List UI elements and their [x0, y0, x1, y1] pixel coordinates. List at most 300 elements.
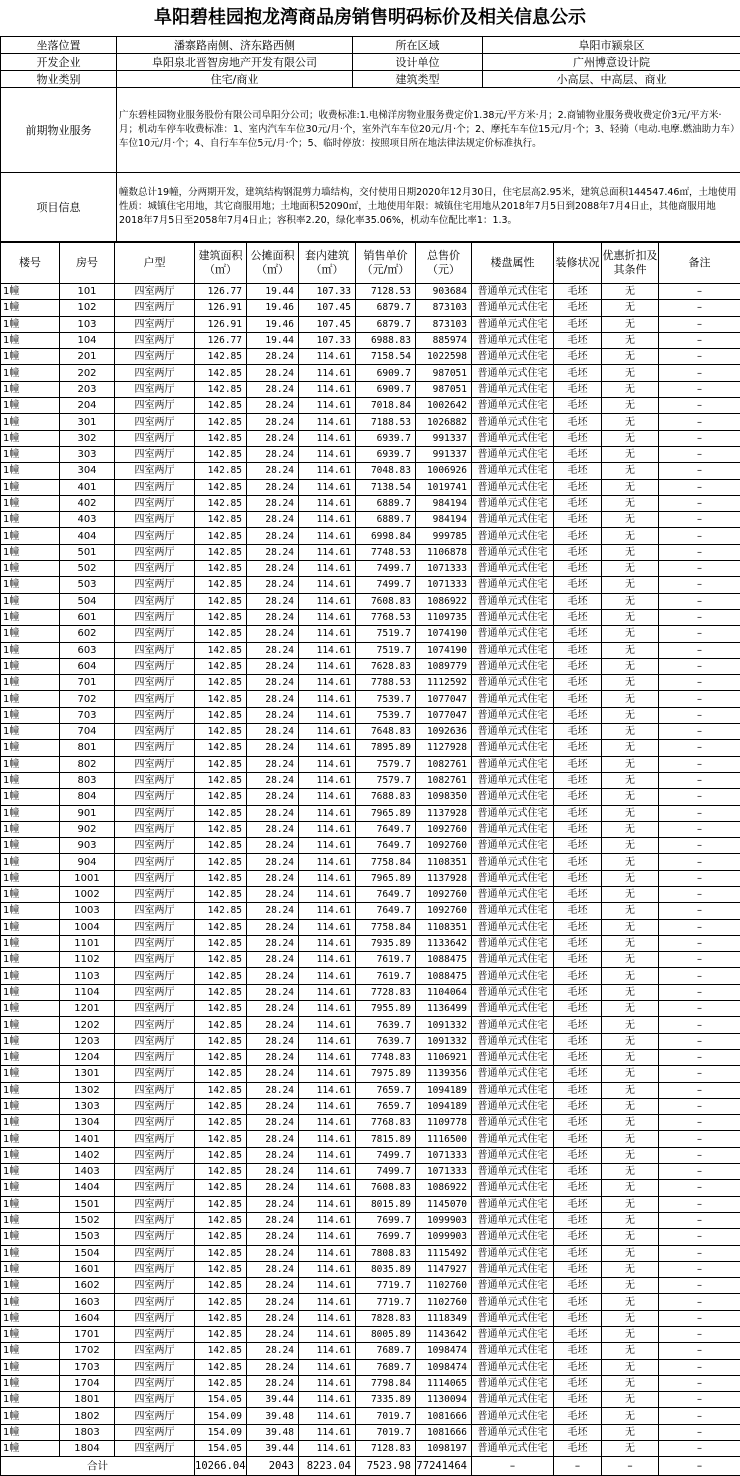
cell-remark: – [659, 1098, 740, 1114]
cell-shared-area: 28.24 [247, 1245, 299, 1261]
cell-net-area: 114.61 [299, 707, 356, 723]
cell-room: 1803 [60, 1424, 115, 1440]
cell-room: 801 [60, 740, 115, 756]
cell-layout: 四室两厅 [115, 446, 195, 462]
cell-property-attr: 普通单元式住宅 [472, 1066, 554, 1082]
cell-gross-area: 142.85 [195, 446, 247, 462]
cell-property-attr: 普通单元式住宅 [472, 316, 554, 332]
cell-discount: 无 [602, 691, 659, 707]
cell-property-attr: 普通单元式住宅 [472, 1049, 554, 1065]
cell-total-price: 1094189 [416, 1082, 472, 1098]
cell-decoration: 毛坯 [554, 512, 602, 528]
cell-layout: 四室两厅 [115, 544, 195, 560]
cell-property-attr: 普通单元式住宅 [472, 984, 554, 1000]
cell-remark: – [659, 952, 740, 968]
cell-net-area: 114.61 [299, 1066, 356, 1082]
cell-decoration: 毛坯 [554, 300, 602, 316]
cell-remark: – [659, 1115, 740, 1131]
cell-gross-area: 142.85 [195, 1245, 247, 1261]
cell-layout: 四室两厅 [115, 1131, 195, 1147]
project-value: 幢数总计19幢，分两期开发，建筑结构钢混剪力墙结构，交付使用日期2020年12月30日，住宅层高2.95米，建筑总面积144547.46㎡，土地使用性质：城镇住宅用地，其它商服用地；土地面积52090㎡，土地使用年限：城镇住宅用地从2018年7月5日到2088年7月4日止，其他商服用地2018年7月5日至2058年7月4日止；容积率2.20，绿化率35.06%，机动车位配比率1：1.3。 [117, 173, 740, 242]
cell-decoration: 毛坯 [554, 1147, 602, 1163]
cell-property-attr: 普通单元式住宅 [472, 593, 554, 609]
cell-room: 1403 [60, 1164, 115, 1180]
cell-shared-area: 28.24 [247, 821, 299, 837]
cell-decoration: 毛坯 [554, 1017, 602, 1033]
cell-shared-area: 28.24 [247, 1180, 299, 1196]
cell-decoration: 毛坯 [554, 1375, 602, 1391]
cell-property-attr: 普通单元式住宅 [472, 1392, 554, 1408]
cell-property-attr: 普通单元式住宅 [472, 609, 554, 625]
cell-property-attr: 普通单元式住宅 [472, 1229, 554, 1245]
cell-shared-area: 28.24 [247, 984, 299, 1000]
cell-decoration: 毛坯 [554, 691, 602, 707]
table-row [1, 1131, 740, 1147]
cell-property-attr: 普通单元式住宅 [472, 1359, 554, 1375]
cell-discount: 无 [602, 789, 659, 805]
cell-property-attr: 普通单元式住宅 [472, 886, 554, 902]
cell-total-price: 1088475 [416, 952, 472, 968]
cell-discount: 无 [602, 935, 659, 951]
cell-shared-area: 19.44 [247, 332, 299, 348]
cell-property-attr: 普通单元式住宅 [472, 919, 554, 935]
cell-unit-price: 7579.7 [356, 756, 416, 772]
cell-property-attr: 普通单元式住宅 [472, 1294, 554, 1310]
table-row [1, 495, 740, 511]
table-row [1, 724, 740, 740]
cell-room: 1104 [60, 984, 115, 1000]
cell-discount: 无 [602, 1327, 659, 1343]
cell-building: 1幢 [1, 984, 60, 1000]
cell-building: 1幢 [1, 1441, 60, 1457]
cell-total-price: 1102760 [416, 1294, 472, 1310]
cell-room: 1303 [60, 1098, 115, 1114]
cell-layout: 四室两厅 [115, 821, 195, 837]
table-row [1, 300, 740, 316]
cell-shared-area: 28.24 [247, 1033, 299, 1049]
column-header-gross-area: 建筑面积（㎡） [195, 243, 247, 284]
column-header-property-attr: 楼盘属性 [472, 243, 554, 284]
cell-property-attr: 普通单元式住宅 [472, 642, 554, 658]
cell-net-area: 114.61 [299, 642, 356, 658]
cell-net-area: 114.61 [299, 870, 356, 886]
cell-gross-area: 142.85 [195, 1327, 247, 1343]
cell-discount: 无 [602, 1147, 659, 1163]
cell-discount: 无 [602, 512, 659, 528]
cell-total-price: 1026882 [416, 414, 472, 430]
cell-shared-area: 28.24 [247, 479, 299, 495]
cell-discount: 无 [602, 414, 659, 430]
cell-shared-area: 19.46 [247, 300, 299, 316]
cell-unit-price: 7689.7 [356, 1359, 416, 1375]
cell-remark: – [659, 1066, 740, 1082]
table-row [1, 381, 740, 397]
project-info-table [0, 36, 740, 242]
cell-layout: 四室两厅 [115, 789, 195, 805]
table-row [1, 284, 740, 300]
cell-room: 1804 [60, 1441, 115, 1457]
cell-unit-price: 7628.83 [356, 658, 416, 674]
cell-layout: 四室两厅 [115, 740, 195, 756]
property-type-value: 住宅/商业 [117, 71, 353, 88]
developer-value: 阜阳泉北晋智房地产开发有限公司 [117, 54, 353, 71]
cell-property-attr: 普通单元式住宅 [472, 479, 554, 495]
cell-total-price: 1091332 [416, 1033, 472, 1049]
cell-shared-area: 28.24 [247, 838, 299, 854]
cell-discount: 无 [602, 1375, 659, 1391]
cell-property-attr: 普通单元式住宅 [472, 463, 554, 479]
table-row [1, 658, 740, 674]
table-row [1, 479, 740, 495]
cell-property-attr: 普通单元式住宅 [472, 838, 554, 854]
cell-unit-price: 6998.84 [356, 528, 416, 544]
cell-net-area: 114.61 [299, 935, 356, 951]
cell-building: 1幢 [1, 1147, 60, 1163]
cell-property-attr: 普通单元式住宅 [472, 512, 554, 528]
cell-unit-price: 7788.53 [356, 675, 416, 691]
cell-total-price: 1099903 [416, 1229, 472, 1245]
cell-shared-area: 28.24 [247, 854, 299, 870]
cell-gross-area: 142.85 [195, 691, 247, 707]
cell-gross-area: 154.05 [195, 1441, 247, 1457]
cell-unit-price: 7499.7 [356, 577, 416, 593]
cell-total-price: 1145070 [416, 1196, 472, 1212]
cell-layout: 四室两厅 [115, 675, 195, 691]
cell-room: 1503 [60, 1229, 115, 1245]
cell-net-area: 114.61 [299, 1278, 356, 1294]
cell-decoration: 毛坯 [554, 1294, 602, 1310]
cell-shared-area: 28.24 [247, 430, 299, 446]
cell-shared-area: 28.24 [247, 691, 299, 707]
table-row [1, 870, 740, 886]
table-row [1, 968, 740, 984]
cell-decoration: 毛坯 [554, 561, 602, 577]
cell-remark: – [659, 1164, 740, 1180]
table-row [1, 984, 740, 1000]
cell-room: 504 [60, 593, 115, 609]
cell-discount: 无 [602, 1082, 659, 1098]
cell-property-attr: 普通单元式住宅 [472, 821, 554, 837]
cell-unit-price: 7728.83 [356, 984, 416, 1000]
cell-total-price: 873103 [416, 316, 472, 332]
property-type-label: 物业类别 [1, 71, 117, 88]
cell-discount: 无 [602, 495, 659, 511]
cell-discount: 无 [602, 1131, 659, 1147]
cell-total-price: 1114065 [416, 1375, 472, 1391]
cell-layout: 四室两厅 [115, 349, 195, 365]
cell-unit-price: 6988.83 [356, 332, 416, 348]
cell-property-attr: 普通单元式住宅 [472, 561, 554, 577]
total-gross-area: 10266.04 [195, 1457, 247, 1476]
cell-discount: 无 [602, 300, 659, 316]
table-row [1, 1278, 740, 1294]
cell-decoration: 毛坯 [554, 430, 602, 446]
cell-shared-area: 28.24 [247, 1001, 299, 1017]
cell-remark: – [659, 838, 740, 854]
cell-remark: – [659, 332, 740, 348]
cell-room: 1301 [60, 1066, 115, 1082]
cell-property-attr: 普通单元式住宅 [472, 854, 554, 870]
cell-room: 502 [60, 561, 115, 577]
cell-gross-area: 142.85 [195, 398, 247, 414]
cell-total-price: 1137928 [416, 870, 472, 886]
cell-total-price: 1147927 [416, 1261, 472, 1277]
cell-discount: 无 [602, 332, 659, 348]
cell-building: 1幢 [1, 316, 60, 332]
cell-shared-area: 28.24 [247, 495, 299, 511]
cell-net-area: 114.61 [299, 365, 356, 381]
cell-unit-price: 7768.83 [356, 1115, 416, 1131]
cell-layout: 四室两厅 [115, 1278, 195, 1294]
cell-building: 1幢 [1, 642, 60, 658]
cell-decoration: 毛坯 [554, 821, 602, 837]
cell-total-price: 1081666 [416, 1424, 472, 1440]
cell-unit-price: 7689.7 [356, 1343, 416, 1359]
cell-building: 1幢 [1, 512, 60, 528]
cell-shared-area: 28.24 [247, 1115, 299, 1131]
cell-total-price: 1092636 [416, 724, 472, 740]
cell-net-area: 114.61 [299, 903, 356, 919]
cell-gross-area: 142.85 [195, 1066, 247, 1082]
cell-total-price: 1077047 [416, 707, 472, 723]
cell-room: 501 [60, 544, 115, 560]
cell-remark: – [659, 577, 740, 593]
cell-shared-area: 28.24 [247, 1310, 299, 1326]
service-label: 前期物业服务 [1, 88, 117, 173]
cell-building: 1幢 [1, 1278, 60, 1294]
cell-decoration: 毛坯 [554, 642, 602, 658]
cell-building: 1幢 [1, 724, 60, 740]
price-table [0, 242, 740, 1476]
cell-shared-area: 28.24 [247, 1049, 299, 1065]
cell-room: 402 [60, 495, 115, 511]
cell-decoration: 毛坯 [554, 1049, 602, 1065]
cell-discount: 无 [602, 1164, 659, 1180]
table-row [1, 1441, 740, 1457]
cell-layout: 四室两厅 [115, 707, 195, 723]
cell-building: 1幢 [1, 772, 60, 788]
cell-decoration: 毛坯 [554, 919, 602, 935]
cell-gross-area: 142.85 [195, 1147, 247, 1163]
table-row [1, 952, 740, 968]
cell-total-price: 1092760 [416, 821, 472, 837]
cell-unit-price: 7758.84 [356, 854, 416, 870]
cell-shared-area: 28.24 [247, 1098, 299, 1114]
cell-building: 1幢 [1, 544, 60, 560]
cell-net-area: 114.61 [299, 1180, 356, 1196]
cell-shared-area: 28.24 [247, 707, 299, 723]
cell-discount: 无 [602, 430, 659, 446]
table-row [1, 430, 740, 446]
cell-discount: 无 [602, 740, 659, 756]
cell-property-attr: 普通单元式住宅 [472, 626, 554, 642]
cell-building: 1幢 [1, 1310, 60, 1326]
cell-room: 503 [60, 577, 115, 593]
cell-layout: 四室两厅 [115, 1310, 195, 1326]
cell-gross-area: 142.85 [195, 577, 247, 593]
cell-gross-area: 142.85 [195, 935, 247, 951]
cell-remark: – [659, 1001, 740, 1017]
cell-discount: 无 [602, 984, 659, 1000]
cell-remark: – [659, 1392, 740, 1408]
cell-total-price: 1108351 [416, 854, 472, 870]
cell-gross-area: 142.85 [195, 1343, 247, 1359]
cell-discount: 无 [602, 772, 659, 788]
cell-remark: – [659, 1147, 740, 1163]
cell-unit-price: 7519.7 [356, 642, 416, 658]
cell-layout: 四室两厅 [115, 1115, 195, 1131]
cell-remark: – [659, 870, 740, 886]
cell-room: 1001 [60, 870, 115, 886]
cell-net-area: 114.61 [299, 1424, 356, 1440]
cell-shared-area: 28.24 [247, 365, 299, 381]
cell-discount: 无 [602, 284, 659, 300]
cell-room: 1003 [60, 903, 115, 919]
table-row [1, 626, 740, 642]
cell-building: 1幢 [1, 1294, 60, 1310]
cell-discount: 无 [602, 349, 659, 365]
cell-discount: 无 [602, 886, 659, 902]
cell-layout: 四室两厅 [115, 1196, 195, 1212]
cell-building: 1幢 [1, 886, 60, 902]
cell-total-price: 1112592 [416, 675, 472, 691]
cell-gross-area: 142.85 [195, 952, 247, 968]
cell-unit-price: 6889.7 [356, 495, 416, 511]
cell-unit-price: 7649.7 [356, 821, 416, 837]
cell-shared-area: 28.24 [247, 398, 299, 414]
cell-discount: 无 [602, 593, 659, 609]
cell-unit-price: 7539.7 [356, 691, 416, 707]
cell-net-area: 114.61 [299, 1408, 356, 1424]
cell-unit-price: 7719.7 [356, 1294, 416, 1310]
cell-remark: – [659, 1359, 740, 1375]
service-value: 广东碧桂园物业服务股份有限公司阜阳分公司；收费标准:1.电梯洋房物业服务费定价1.38元/平方米·月；2.商铺物业服务费收费定价3元/平方米·月；机动车停车收费标准：1、室内汽车车位30元/月·个，室外汽车车位20元/月·个；2、摩托车车位15元/月·个；3、轻骑（电动.电摩.燃油助力车）车位10元/月·个；4、自行车车位5元/月·个；5、临时停放：按照项目所在地法律法规定价标准执行。 [117, 88, 740, 173]
table-row [1, 1098, 740, 1114]
cell-layout: 四室两厅 [115, 952, 195, 968]
cell-net-area: 114.61 [299, 446, 356, 462]
cell-remark: – [659, 1033, 740, 1049]
cell-gross-area: 142.85 [195, 838, 247, 854]
cell-unit-price: 7188.53 [356, 414, 416, 430]
cell-net-area: 114.61 [299, 1261, 356, 1277]
cell-layout: 四室两厅 [115, 886, 195, 902]
cell-net-area: 114.61 [299, 1082, 356, 1098]
cell-layout: 四室两厅 [115, 1229, 195, 1245]
cell-property-attr: 普通单元式住宅 [472, 1115, 554, 1131]
cell-decoration: 毛坯 [554, 935, 602, 951]
cell-room: 1501 [60, 1196, 115, 1212]
cell-building: 1幢 [1, 1392, 60, 1408]
cell-net-area: 114.61 [299, 1343, 356, 1359]
cell-property-attr: 普通单元式住宅 [472, 495, 554, 511]
cell-property-attr: 普通单元式住宅 [472, 675, 554, 691]
cell-building: 1幢 [1, 300, 60, 316]
cell-remark: – [659, 968, 740, 984]
cell-discount: 无 [602, 544, 659, 560]
cell-building: 1幢 [1, 1180, 60, 1196]
designer-label: 设计单位 [353, 54, 483, 71]
cell-remark: – [659, 886, 740, 902]
cell-unit-price: 7808.83 [356, 1245, 416, 1261]
table-row [1, 1310, 740, 1326]
cell-room: 604 [60, 658, 115, 674]
cell-unit-price: 7019.7 [356, 1424, 416, 1440]
cell-unit-price: 7499.7 [356, 1147, 416, 1163]
cell-decoration: 毛坯 [554, 1196, 602, 1212]
cell-remark: – [659, 479, 740, 495]
cell-total-price: 1127928 [416, 740, 472, 756]
cell-total-price: 885974 [416, 332, 472, 348]
cell-layout: 四室两厅 [115, 495, 195, 511]
cell-net-area: 114.61 [299, 1196, 356, 1212]
cell-discount: 无 [602, 577, 659, 593]
cell-decoration: 毛坯 [554, 724, 602, 740]
total-property-attr: – [472, 1457, 554, 1476]
cell-total-price: 1109735 [416, 609, 472, 625]
column-header-net-area: 套内建筑（㎡） [299, 243, 356, 284]
table-row [1, 691, 740, 707]
cell-layout: 四室两厅 [115, 300, 195, 316]
cell-remark: – [659, 544, 740, 560]
cell-unit-price: 7895.89 [356, 740, 416, 756]
cell-net-area: 114.61 [299, 1392, 356, 1408]
cell-total-price: 1130094 [416, 1392, 472, 1408]
cell-decoration: 毛坯 [554, 756, 602, 772]
cell-discount: 无 [602, 870, 659, 886]
info-row-project [1, 173, 740, 242]
cell-building: 1幢 [1, 1033, 60, 1049]
table-row [1, 935, 740, 951]
cell-net-area: 114.61 [299, 512, 356, 528]
cell-shared-area: 28.24 [247, 1212, 299, 1228]
cell-remark: – [659, 1082, 740, 1098]
column-header-shared-area: 公摊面积（㎡） [247, 243, 299, 284]
cell-remark: – [659, 805, 740, 821]
cell-total-price: 1094189 [416, 1098, 472, 1114]
cell-gross-area: 142.85 [195, 1033, 247, 1049]
cell-layout: 四室两厅 [115, 1261, 195, 1277]
cell-property-attr: 普通单元式住宅 [472, 691, 554, 707]
cell-remark: – [659, 658, 740, 674]
cell-property-attr: 普通单元式住宅 [472, 398, 554, 414]
cell-building: 1幢 [1, 740, 60, 756]
cell-shared-area: 39.48 [247, 1408, 299, 1424]
cell-room: 601 [60, 609, 115, 625]
cell-room: 1002 [60, 886, 115, 902]
cell-room: 1604 [60, 1310, 115, 1326]
cell-property-attr: 普通单元式住宅 [472, 952, 554, 968]
cell-layout: 四室两厅 [115, 398, 195, 414]
cell-shared-area: 28.24 [247, 952, 299, 968]
cell-decoration: 毛坯 [554, 1327, 602, 1343]
cell-building: 1幢 [1, 365, 60, 381]
cell-shared-area: 28.24 [247, 1196, 299, 1212]
cell-total-price: 1019741 [416, 479, 472, 495]
cell-layout: 四室两厅 [115, 381, 195, 397]
cell-property-attr: 普通单元式住宅 [472, 1131, 554, 1147]
cell-discount: 无 [602, 854, 659, 870]
cell-gross-area: 142.85 [195, 724, 247, 740]
cell-room: 803 [60, 772, 115, 788]
cell-layout: 四室两厅 [115, 626, 195, 642]
cell-decoration: 毛坯 [554, 528, 602, 544]
total-label: 合计 [1, 1457, 195, 1476]
cell-building: 1幢 [1, 1229, 60, 1245]
cell-decoration: 毛坯 [554, 1115, 602, 1131]
cell-unit-price: 7719.7 [356, 1278, 416, 1294]
cell-remark: – [659, 903, 740, 919]
cell-room: 1203 [60, 1033, 115, 1049]
